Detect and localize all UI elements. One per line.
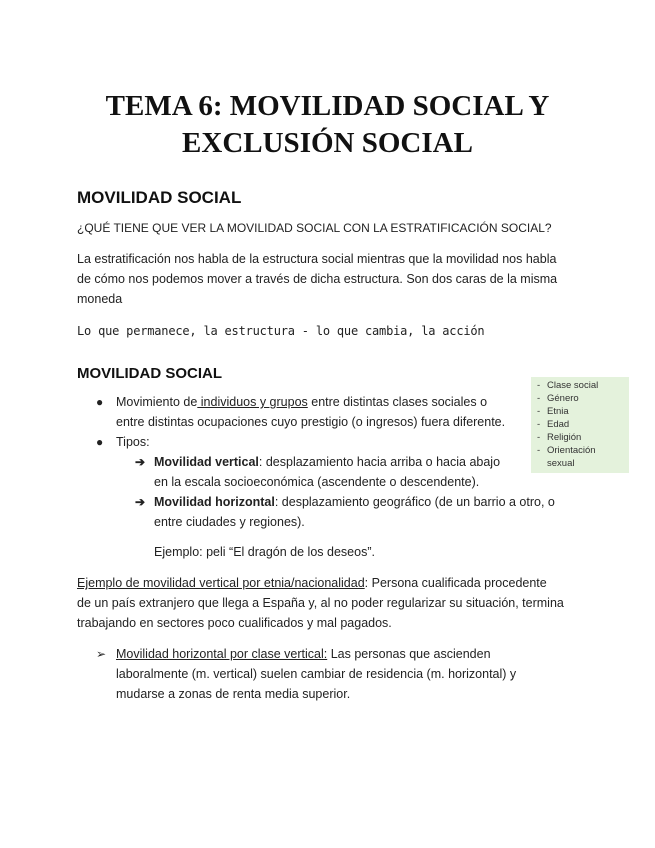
title-line-2: EXCLUSIÓN SOCIAL bbox=[182, 127, 473, 159]
horizontal-class-line-2: laboralmente (m. vertical) suelen cambiar de residencia (m. horizontal) y bbox=[116, 667, 517, 681]
paragraph-line-3: moneda bbox=[77, 292, 123, 306]
sidebar-note bbox=[531, 377, 629, 473]
title-line-1: TEMA 6: MOVILIDAD SOCIAL Y bbox=[105, 90, 550, 122]
bullet-movimiento-pre: Movimiento de bbox=[116, 395, 198, 409]
section-heading-movilidad-social-2: MOVILIDAD SOCIAL bbox=[77, 365, 222, 382]
vertical-line-1 bbox=[154, 452, 500, 472]
horizontal-class-label: Movilidad horizontal por clase vertical: bbox=[116, 647, 328, 661]
horizontal-line-2: entre ciudades y regiones). bbox=[154, 515, 305, 529]
vertical-line-2: en la escala socioeconómica (ascendente o descendente). bbox=[154, 475, 480, 489]
horizontal-line-1 bbox=[154, 492, 555, 512]
bullet-movimiento-post: entre distintas clases sociales o bbox=[307, 395, 488, 409]
bullet-tipos: Tipos: bbox=[116, 435, 150, 449]
horizontal-class-line-3: mudarse a zonas de renta media superior. bbox=[116, 687, 351, 701]
example-vertical-line-1 bbox=[77, 573, 547, 593]
note-item: - Religión bbox=[537, 432, 582, 443]
bullet-icon: ● bbox=[96, 435, 104, 449]
horizontal-class-line-1 bbox=[116, 644, 491, 664]
bullet-movimiento-line-2: entre distintas ocupaciones cuyo prestigio (o ingresos) fuera diferente. bbox=[116, 415, 506, 429]
paragraph-line-1: La estratificación nos habla de la estructura social mientras que la movilidad nos habla bbox=[77, 252, 557, 266]
vertical-label: Movilidad vertical bbox=[154, 455, 259, 469]
note-item: - Clase social bbox=[537, 380, 599, 391]
chevron-icon: ➢ bbox=[96, 647, 107, 661]
example-film: Ejemplo: peli “El dragón de los deseos”. bbox=[154, 545, 375, 559]
note-item: - Género bbox=[537, 393, 579, 404]
horizontal-label: Movilidad horizontal bbox=[154, 495, 275, 509]
bullet-movimiento-underlined: individuos y grupos bbox=[197, 395, 308, 409]
bullet-movimiento-line-1 bbox=[116, 392, 487, 412]
section-heading-movilidad-social: MOVILIDAD SOCIAL bbox=[77, 188, 242, 207]
note-item: - Orientación bbox=[537, 445, 596, 456]
horizontal-class-text: Las personas que ascienden bbox=[327, 647, 491, 661]
paragraph-line-2: de cómo nos podemos mover a través de dicha estructura. Son dos caras de la misma bbox=[77, 272, 558, 286]
arrow-icon: ➔ bbox=[135, 455, 146, 469]
handwritten-note: Lo que permanece, la estructura - lo que cambia, la acción bbox=[77, 324, 485, 338]
example-vertical-label: Ejemplo de movilidad vertical por etnia/nacionalidad bbox=[77, 576, 365, 590]
note-item: - Etnia bbox=[537, 406, 569, 417]
note-item: - Edad bbox=[537, 419, 570, 430]
example-vertical-line-3: trabajando en sectores poco cualificados y mal pagados. bbox=[77, 616, 392, 630]
example-vertical-line-2: de un país extranjero que llega a España y, al no poder regularizar su situación, termina bbox=[77, 596, 564, 610]
horizontal-text: : desplazamiento geográfico (de un barrio a otro, o bbox=[274, 495, 555, 509]
note-item: sexual bbox=[547, 458, 575, 469]
page-title bbox=[60, 88, 595, 162]
question-line: ¿QUÉ TIENE QUE VER LA MOVILIDAD SOCIAL CON LA ESTRATIFICACIÓN SOCIAL? bbox=[77, 221, 552, 235]
arrow-icon: ➔ bbox=[135, 495, 146, 509]
bullet-icon: ● bbox=[96, 395, 104, 409]
vertical-text: : desplazamiento hacia arriba o hacia abajo bbox=[258, 455, 501, 469]
example-vertical-text: : Persona cualificada procedente bbox=[364, 576, 547, 590]
